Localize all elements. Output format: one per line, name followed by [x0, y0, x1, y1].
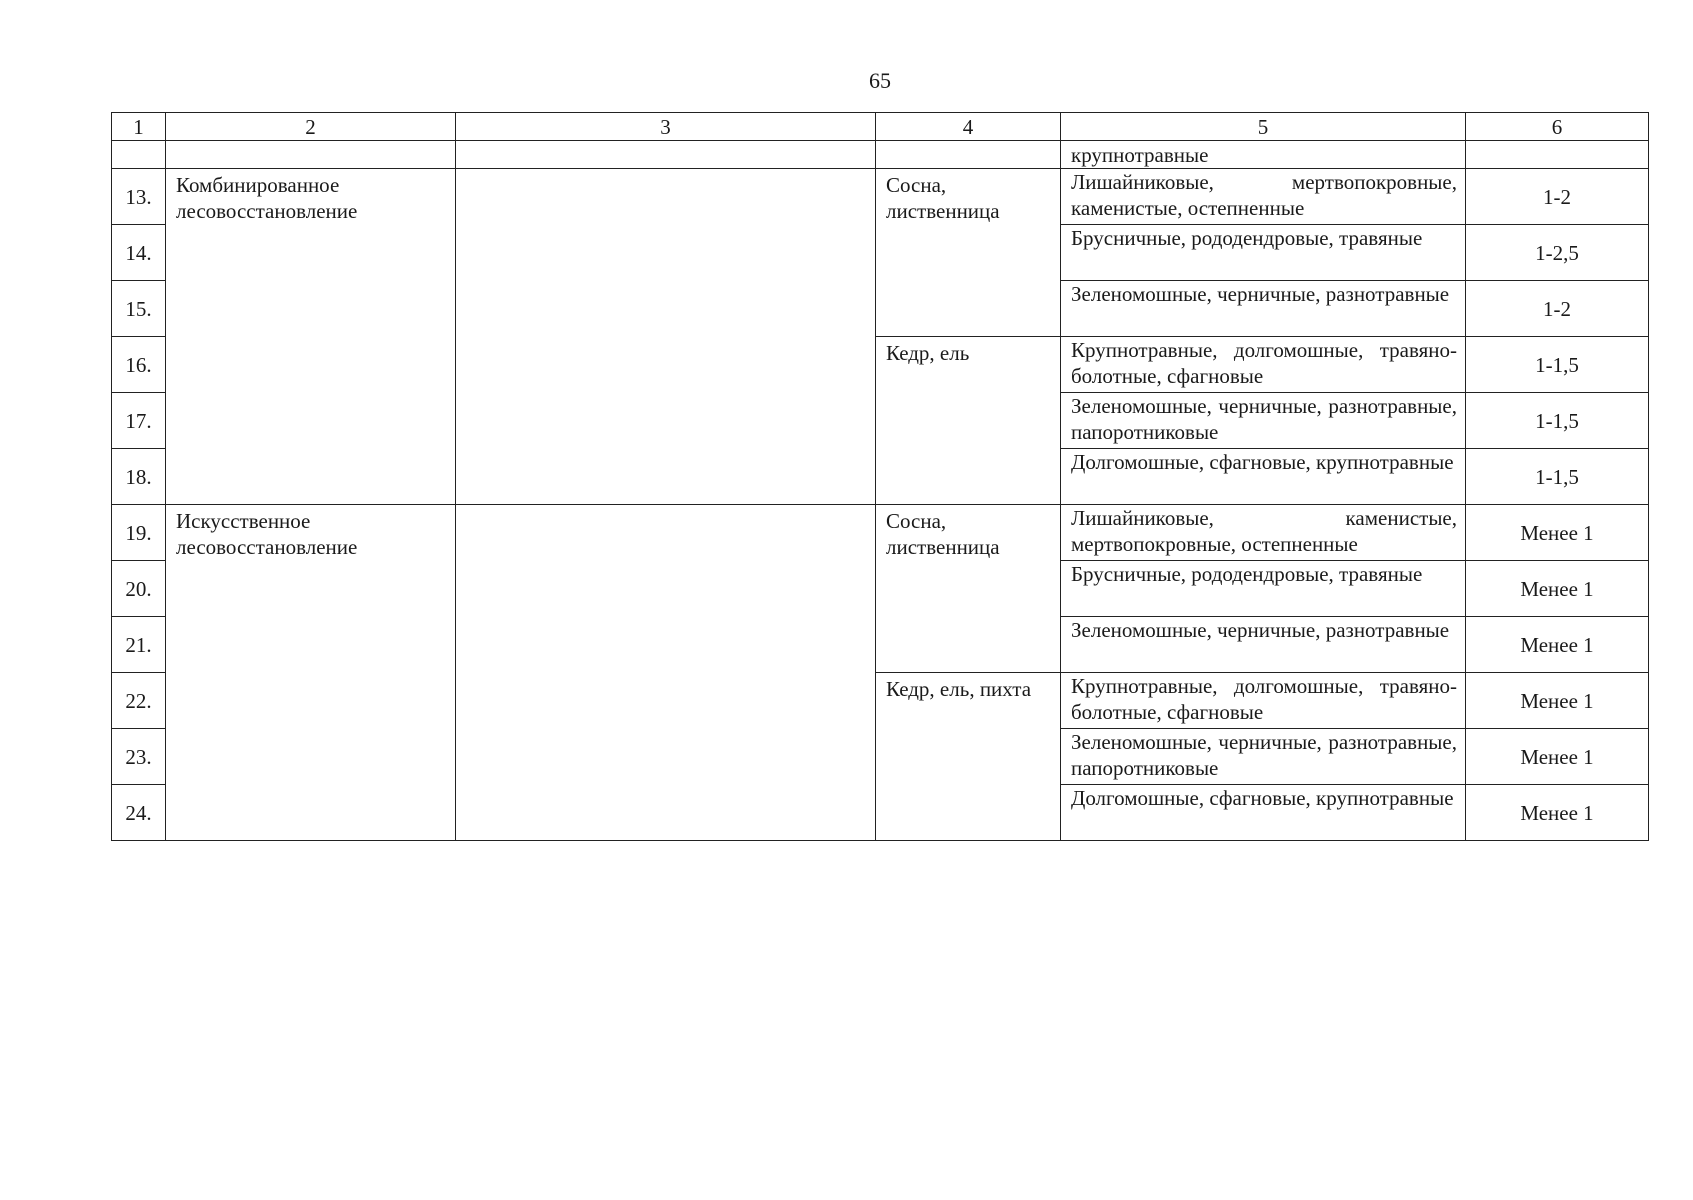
column-header: 5	[1061, 113, 1466, 141]
empty-cell	[166, 141, 456, 169]
forest-type-cell: Долгомошные, сфагновые, крупнотравные	[1061, 449, 1466, 505]
forest-type-cell: Брусничные, рододендровые, травяные	[1061, 225, 1466, 281]
column-header: 6	[1466, 113, 1649, 141]
forest-type-cell: Лишайниковые, каменистые, мертвопокровные, остепненные	[1061, 505, 1466, 561]
species-cell: Кедр, ель	[876, 337, 1061, 505]
row-number: 24.	[112, 785, 166, 841]
continuation-row	[112, 141, 1649, 169]
value-cell: 1-1,5	[1466, 449, 1649, 505]
row-number: 21.	[112, 617, 166, 673]
method-cell: Комбинированное лесовосстановление	[166, 169, 456, 505]
species-cell: Сосна, лиственница	[876, 505, 1061, 673]
forest-type-cell: Зеленомошные, черничные, разнотравные, папоротниковые	[1061, 729, 1466, 785]
forest-type-cell: Крупнотравные, долгомошные, травяно-болотные, сфагновые	[1061, 337, 1466, 393]
value-cell: Менее 1	[1466, 729, 1649, 785]
value-cell: Менее 1	[1466, 617, 1649, 673]
empty-cell	[456, 141, 876, 169]
row-number: 13.	[112, 169, 166, 225]
value-cell: 1-2	[1466, 169, 1649, 225]
forest-regeneration-table	[111, 112, 1649, 841]
empty-cell	[1466, 141, 1649, 169]
row-number: 18.	[112, 449, 166, 505]
table-row	[112, 505, 1649, 561]
forest-type-cell: Зеленомошные, черничные, разнотравные	[1061, 281, 1466, 337]
empty-cell	[456, 169, 876, 505]
row-number: 15.	[112, 281, 166, 337]
forest-type-cell: крупнотравные	[1061, 141, 1466, 169]
forest-type-cell: Зеленомошные, черничные, разнотравные	[1061, 617, 1466, 673]
value-cell: Менее 1	[1466, 785, 1649, 841]
method-cell: Искусственное лесовосстановление	[166, 505, 456, 841]
forest-type-cell: Лишайниковые, мертвопокровные, каменистые, остепненные	[1061, 169, 1466, 225]
column-header: 3	[456, 113, 876, 141]
row-number: 17.	[112, 393, 166, 449]
forest-type-cell: Крупнотравные, долгомошные, травяно-болотные, сфагновые	[1061, 673, 1466, 729]
forest-type-cell: Брусничные, рододендровые, травяные	[1061, 561, 1466, 617]
row-number: 14.	[112, 225, 166, 281]
table-row	[112, 169, 1649, 225]
value-cell: 1-2	[1466, 281, 1649, 337]
empty-cell	[112, 141, 166, 169]
row-number: 23.	[112, 729, 166, 785]
table-header-row	[112, 113, 1649, 141]
column-header: 1	[112, 113, 166, 141]
value-cell: Менее 1	[1466, 505, 1649, 561]
value-cell: 1-1,5	[1466, 337, 1649, 393]
row-number: 22.	[112, 673, 166, 729]
species-cell: Сосна, лиственница	[876, 169, 1061, 337]
row-number: 19.	[112, 505, 166, 561]
forest-type-cell: Зеленомошные, черничные, разнотравные, папоротниковые	[1061, 393, 1466, 449]
column-header: 2	[166, 113, 456, 141]
empty-cell	[456, 505, 876, 841]
forest-type-cell: Долгомошные, сфагновые, крупнотравные	[1061, 785, 1466, 841]
species-cell: Кедр, ель, пихта	[876, 673, 1061, 841]
column-header: 4	[876, 113, 1061, 141]
row-number: 16.	[112, 337, 166, 393]
value-cell: Менее 1	[1466, 673, 1649, 729]
value-cell: Менее 1	[1466, 561, 1649, 617]
row-number: 20.	[112, 561, 166, 617]
page-number: 65	[869, 68, 891, 93]
value-cell: 1-2,5	[1466, 225, 1649, 281]
empty-cell	[876, 141, 1061, 169]
value-cell: 1-1,5	[1466, 393, 1649, 449]
